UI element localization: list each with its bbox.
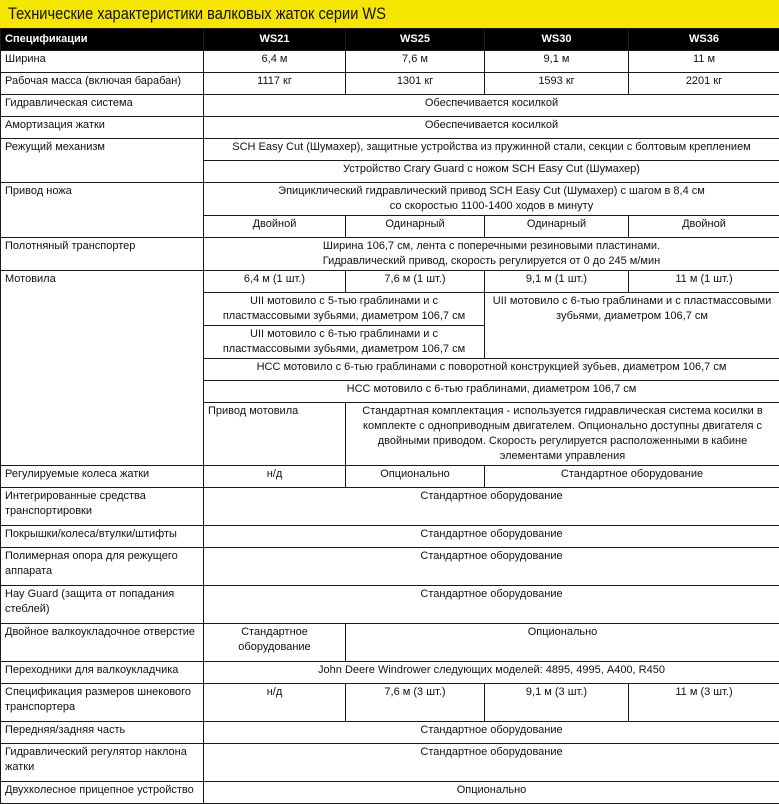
width-ws21: 6,4 м [204,51,346,73]
gauge-wheels-ws25: Опционально [346,466,485,488]
hydraulics-value: Обеспечивается косилкой [204,95,779,117]
label-hay-guard: Hay Guard (защита от попадания стеблей) [1,586,204,624]
label-reel-drive: Привод мотовила [204,403,346,466]
label-adapters: Переходники для валкоукладчика [1,662,204,684]
label-mass: Рабочая масса (включая барабан) [1,73,204,95]
double-opening-rest: Опционально [346,624,779,662]
auger-ws21: н/д [204,684,346,722]
knife-drive-ws21: Двойной [204,216,346,238]
reel-ws36: 11 м (1 шт.) [629,271,779,293]
row-hydraulics [1,95,779,117]
canvas-line-2: Гидравлический привод, скорость регулируется от 0 до 245 м/мин [208,254,775,269]
label-skid: Полимерная опора для режущего аппарата [1,548,204,586]
adapters-value: John Deere Windrower следующих моделей: 4895, 4995, A400, R450 [204,662,779,684]
reel-ws25: 7,6 м (1 шт.) [346,271,485,293]
width-ws25: 7,6 м [346,51,485,73]
row-damping [1,117,779,139]
transport-value: Стандартное оборудование [204,488,779,526]
row-width [1,51,779,73]
double-opening-ws21: Стандартное оборудование [204,624,346,662]
gauge-wheels-ws30-36: Стандартное оборудование [485,466,779,488]
label-tires: Покрышки/колеса/втулки/штифты [1,526,204,548]
label-double-opening: Двойное валкоукладочное отверстие [1,624,204,662]
hitch-value: Опционально [204,782,779,804]
auger-ws30: 9,1 м (3 шт.) [485,684,629,722]
row-tilt [1,744,779,782]
canvas-value [204,238,779,271]
knife-drive-ws30: Одинарный [485,216,629,238]
knife-drive-value [204,183,779,216]
knife-drive-line-2: со скоростью 1100-1400 ходов в минуту [208,199,775,214]
auger-ws36: 11 м (3 шт.) [629,684,779,722]
reel-uii5: UII мотовило с 5-тью граблинами и с пластмассовыми зубьями, диаметром 106,7 см [204,293,485,326]
label-hitch: Двухколесное прицепное устройство [1,782,204,804]
row-cutter [1,139,779,161]
row-knife-drive [1,183,779,216]
front-rear-value: Стандартное оборудование [204,722,779,744]
header-row [1,29,779,51]
spec-table [0,28,779,804]
row-tires [1,526,779,548]
row-hay-guard [1,586,779,624]
knife-drive-line-1: Эпициклический гидравлический привод SCH Easy Cut (Шумахер) с шагом в 8,4 см [208,184,775,199]
header-ws21: WS21 [204,29,346,51]
label-canvas: Полотняный транспортер [1,238,204,271]
reel-hcc-rot: HCC мотовило с 6-тью граблинами с поворотной конструкцией зубьев, диаметром 106,7 см [204,359,779,381]
row-transport [1,488,779,526]
reel-uii6-a: UII мотовило с 6-тью граблинами и с пластмассовыми зубьями, диаметром 106,7 см [204,326,485,359]
row-double-opening [1,624,779,662]
width-ws30: 9,1 м [485,51,629,73]
header-ws30: WS30 [485,29,629,51]
label-transport: Интегрированные средства транспортировки [1,488,204,526]
header-ws25: WS25 [346,29,485,51]
mass-ws21: 1117 кг [204,73,346,95]
page-title-text: Технические характеристики валковых жаток серии WS [8,4,386,24]
reel-ws30: 9,1 м (1 шт.) [485,271,629,293]
cutter-value-2: Устройство Crary Guard с ножом SCH Easy Cut (Шумахер) [204,161,779,183]
row-canvas [1,238,779,271]
header-ws36: WS36 [629,29,779,51]
skid-value: Стандартное оборудование [204,548,779,586]
tilt-value: Стандартное оборудование [204,744,779,782]
auger-ws25: 7,6 м (3 шт.) [346,684,485,722]
damping-value: Обеспечивается косилкой [204,117,779,139]
label-auger: Спецификация размеров шнекового транспортера [1,684,204,722]
row-gauge-wheels [1,466,779,488]
label-hydraulics: Гидравлическая система [1,95,204,117]
tires-value: Стандартное оборудование [204,526,779,548]
label-reel: Мотовила [1,271,204,466]
knife-drive-ws36: Двойной [629,216,779,238]
reel-hcc: HCC мотовило с 6-тью граблинами, диаметром 106,7 см [204,381,779,403]
label-damping: Амортизация жатки [1,117,204,139]
page-title [0,0,779,28]
label-front-rear: Передняя/задняя часть [1,722,204,744]
mass-ws30: 1593 кг [485,73,629,95]
mass-ws25: 1301 кг [346,73,485,95]
label-cutter: Режущий механизм [1,139,204,183]
row-adapters [1,662,779,684]
reel-uii6-b: UII мотовило с 6-тью граблинами и с пластмассовыми зубьями, диаметром 106,7 см [485,293,779,359]
label-width: Ширина [1,51,204,73]
label-tilt: Гидравлический регулятор наклона жатки [1,744,204,782]
row-reel [1,271,779,293]
hay-guard-value: Стандартное оборудование [204,586,779,624]
label-knife-drive: Привод ножа [1,183,204,238]
label-gauge-wheels: Регулируемые колеса жатки [1,466,204,488]
row-hitch [1,782,779,804]
gauge-wheels-ws21: н/д [204,466,346,488]
canvas-line-1: Ширина 106,7 см, лента с поперечными резиновыми пластинами. [208,239,775,254]
mass-ws36: 2201 кг [629,73,779,95]
row-front-rear [1,722,779,744]
knife-drive-ws25: Одинарный [346,216,485,238]
row-auger [1,684,779,722]
row-mass [1,73,779,95]
reel-ws21: 6,4 м (1 шт.) [204,271,346,293]
row-skid [1,548,779,586]
reel-drive-value: Стандартная комплектация - используется гидравлическая система косилки в комплекте с одноприводным двигателем. Опционально доступны двигателя с двойными приводом. Скорость регулируется расположенными в кабине элементами управления [346,403,779,466]
width-ws36: 11 м [629,51,779,73]
cutter-value-1: SCH Easy Cut (Шумахер), защитные устройства из пружинной стали, секции с болтовым креплением [204,139,779,161]
header-spec: Спецификации [1,29,204,51]
